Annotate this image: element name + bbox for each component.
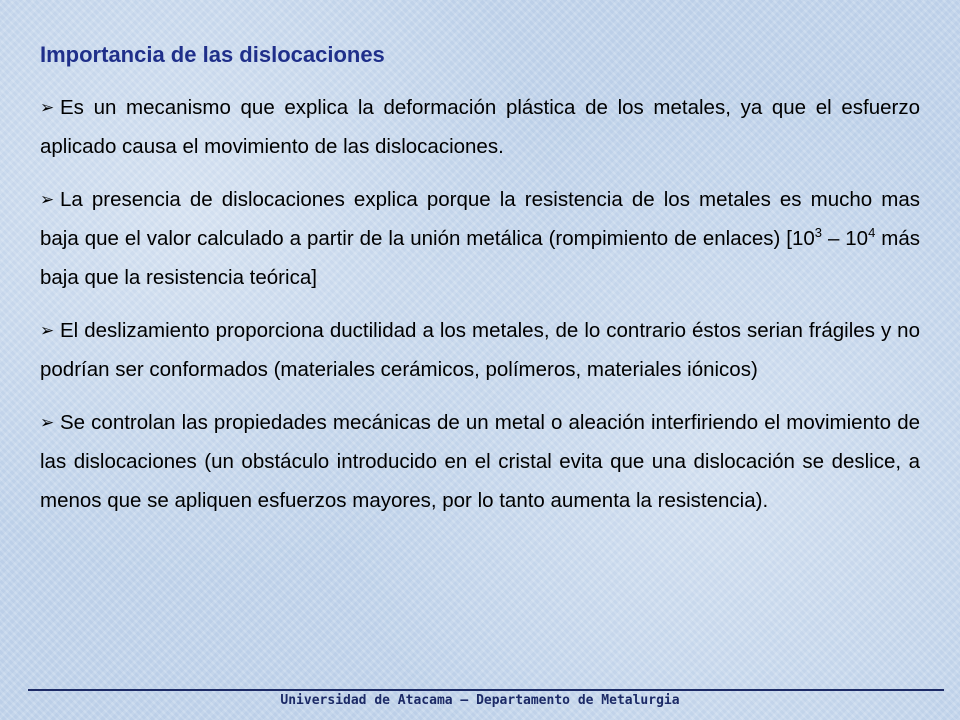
arrowhead-right-icon: ➢	[40, 190, 55, 209]
bullet-item-2	[40, 180, 920, 297]
footer-text: Universidad de Atacama – Departamento de Metalurgia	[280, 693, 680, 708]
bullet-text-4: Se controlan las propiedades mecánicas de un metal o aleación interfiriendo el movimiento de las dislocaciones (un obstáculo introducido en el cristal evita que una dislocación se deslice, a menos que se apliquen esfuerzos mayores, por lo tanto aumenta la resistencia).	[40, 411, 920, 512]
arrowhead-right-icon: ➢	[40, 413, 55, 432]
bullet-item-3	[40, 311, 920, 389]
bullet-list	[40, 88, 920, 534]
bullet-text-2c: más baja que la resistencia teórica]	[40, 227, 920, 289]
bullet-item-4	[40, 403, 920, 520]
exponent-3: 3	[814, 225, 823, 240]
bullet-item-1	[40, 88, 920, 166]
arrowhead-right-icon: ➢	[40, 98, 55, 117]
arrowhead-right-icon: ➢	[40, 321, 55, 340]
bullet-text-1: Es un mecanismo que explica la deformación plástica de los metales, ya que el esfuerzo aplicado causa el movimiento de las dislocaciones.	[40, 96, 920, 158]
bullet-text-2b: – 10	[822, 227, 869, 250]
exponent-4: 4	[868, 225, 876, 240]
footer-divider	[28, 689, 944, 691]
slide-title: Importancia de las dislocaciones	[40, 42, 385, 67]
bullet-text-2a: La presencia de dislocaciones explica porque la resistencia de los metales es mucho mas baja que el valor calculado a partir de la unión metálica (rompimiento de enlaces) [10	[40, 188, 920, 250]
bullet-text-3: El deslizamiento proporciona ductilidad a los metales, de lo contrario éstos serian frágiles y no podrían ser conformados (materiales cerámicos, polímeros, materiales iónicos)	[40, 319, 920, 381]
